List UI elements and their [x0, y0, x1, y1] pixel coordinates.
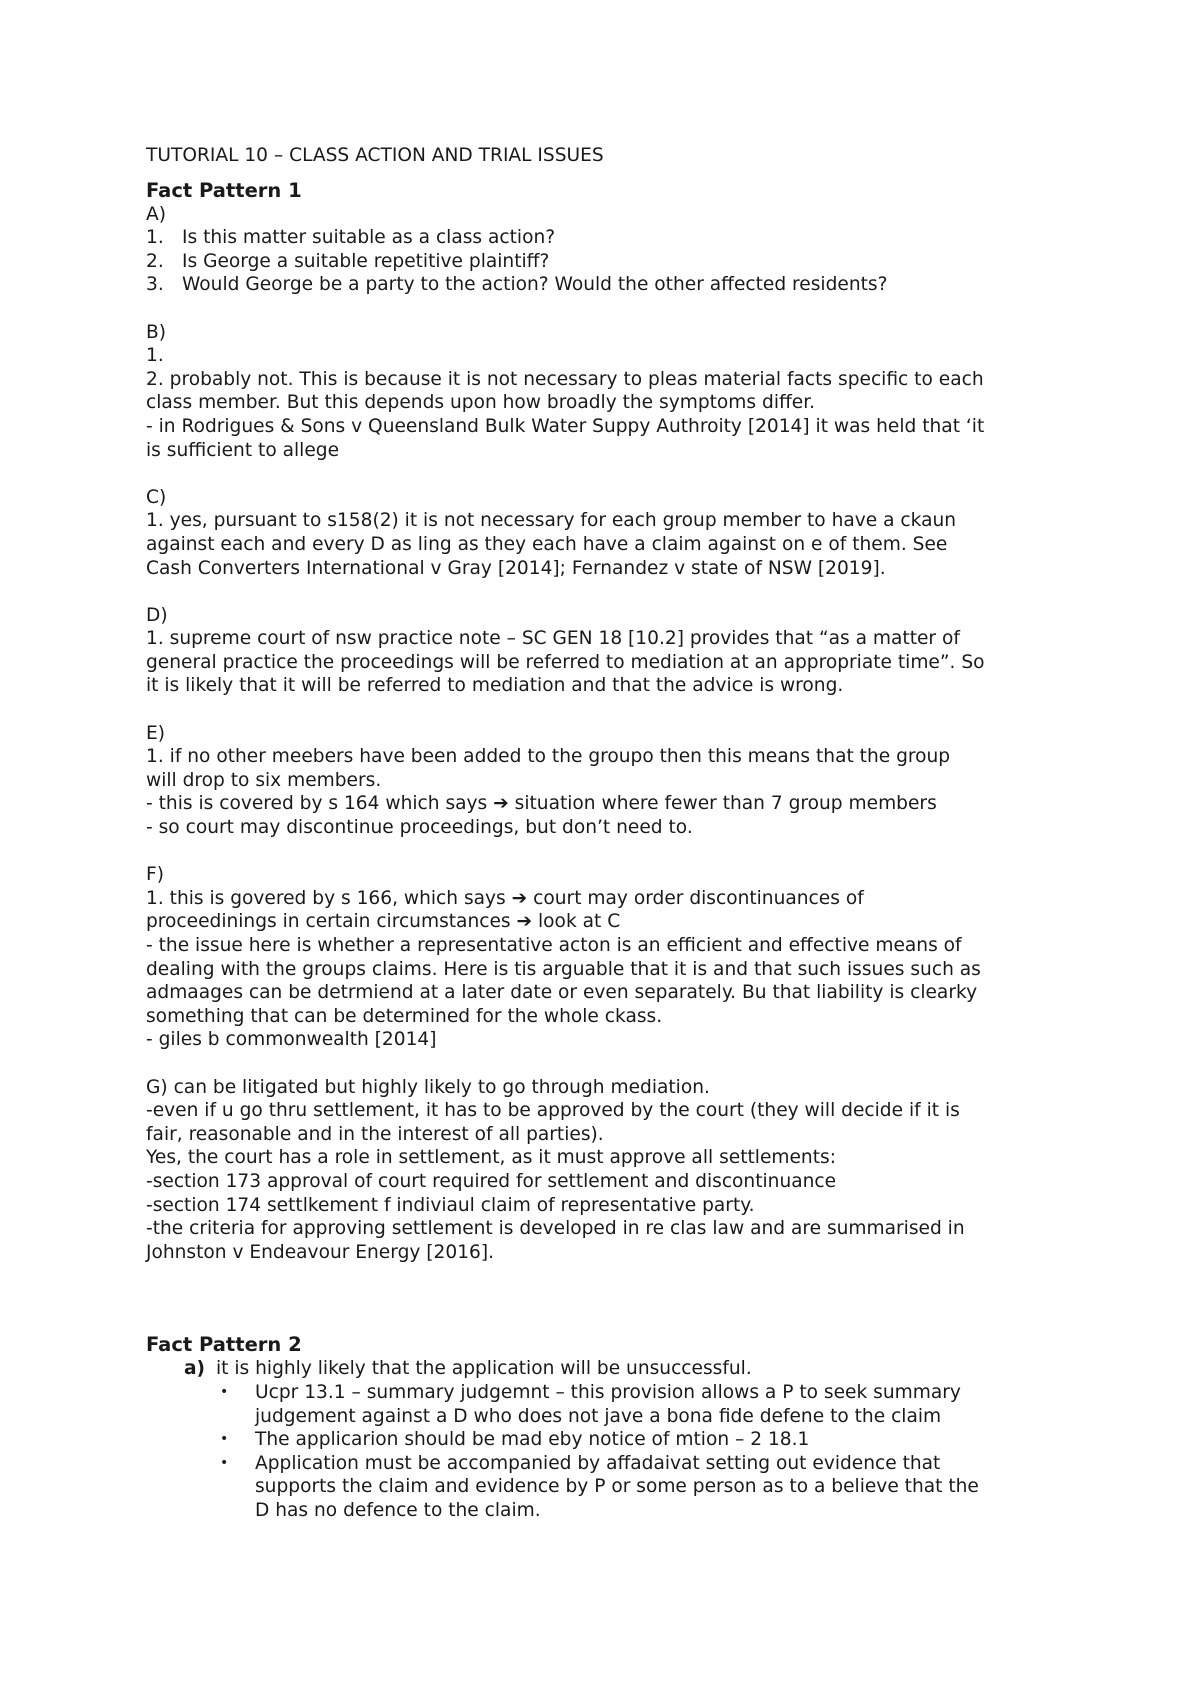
section-g-line: -section 174 settlkement f indiviaul claim of representative party.	[146, 1194, 755, 1216]
section-c-line: against each and every D as ling as they each have a claim against on e of them. See	[146, 533, 948, 555]
bullet-text-continuation: judgement against a D who does not jave a bona fide defene to the claim	[255, 1405, 942, 1427]
section-g-line: Johnston v Endeavour Energy [2016].	[146, 1241, 495, 1263]
section-b-line: class member. But this depends upon how broadly the symptoms differ.	[146, 392, 816, 414]
section-b-line: 1.	[146, 345, 164, 367]
bullet-text-continuation: supports the claim and evidence by P or some person as to a believe that the	[255, 1476, 979, 1498]
section-f-text: 1. this is govered by s 166, which says	[146, 887, 506, 909]
arrow-right-icon: ➔	[516, 911, 533, 933]
section-g-line: -section 173 approval of court required for settlement and discontinuance	[146, 1170, 837, 1192]
section-g-line: Yes, the court has a role in settlement, as it must approve all settlements:	[146, 1147, 836, 1169]
fact-pattern-2-heading: Fact Pattern 2	[146, 1333, 302, 1357]
section-b-line: 2. probably not. This is because it is not necessary to pleas material facts specific to each	[146, 368, 984, 390]
document-page	[146, 144, 1086, 1522]
bullet-icon: •	[220, 1431, 229, 1448]
bullet-item	[146, 1452, 1086, 1476]
section-e-label: E)	[146, 722, 166, 744]
arrow-right-icon: ➔	[493, 793, 509, 815]
arrow-right-icon: ➔	[511, 887, 528, 909]
section-g-line: fair, reasonable and in the interest of all parties).	[146, 1123, 604, 1145]
section-e-line: - so court may discontinue proceedings, but don’t need to.	[146, 817, 693, 839]
bullet-text-continuation: D has no defence to the claim.	[255, 1499, 541, 1521]
subsection-a-text: it is highly likely that the application will be unsuccessful.	[216, 1358, 752, 1380]
section-f-line	[146, 887, 1086, 911]
bullet-text: The applicarion should be mad eby notice of mtion – 2 18.1	[255, 1429, 810, 1451]
subsection-a	[146, 1357, 1086, 1381]
question-number: 3.	[146, 274, 164, 296]
section-f-line	[146, 910, 1086, 934]
section-d-line: it is likely that it will be referred to mediation and that the advice is wrong.	[146, 675, 844, 697]
bullet-icon: •	[220, 1383, 229, 1400]
section-b-label: B)	[146, 321, 167, 343]
section-b-line: - in Rodrigues & Sons v Queensland Bulk Water Suppy Authroity [2014] it was held that ‘it	[146, 415, 985, 437]
section-e-line: will drop to six members.	[146, 769, 382, 791]
section-f-label: F)	[146, 864, 164, 886]
section-e-text: situation where fewer than 7 group members	[508, 793, 937, 815]
section-e-line	[146, 792, 1086, 816]
section-d-label: D)	[146, 604, 168, 626]
section-f-line: dealing with the groups claims. Here is tis arguable that it is and that such issues such as	[146, 958, 981, 980]
section-e-line: 1. if no other meebers have been added to the groupo then this means that the group	[146, 746, 951, 768]
section-b-line: is sufficient to allege	[146, 439, 340, 461]
section-d-line: general practice the proceedings will be referred to mediation at an appropriate time”. So	[146, 651, 985, 673]
section-g-line: G) can be litigated but highly likely to go through mediation.	[146, 1076, 710, 1098]
section-g-line: -even if u go thru settlement, it has to be approved by the court (they will decide if it is	[146, 1100, 960, 1122]
section-a-label: A)	[146, 203, 166, 225]
section-d-line: 1. supreme court of nsw practice note – SC GEN 18 [10.2] provides that “as a matter of	[146, 628, 960, 650]
bullet-text: Ucpr 13.1 – summary judgemnt – this provision allows a P to seek summary	[255, 1381, 961, 1403]
question-item	[146, 273, 1086, 297]
question-text: Is this matter suitable as a class action?	[182, 227, 556, 249]
question-text: Is George a suitable repetitive plaintiff?	[182, 250, 550, 272]
section-f-line: - giles b commonwealth [2014]	[146, 1029, 437, 1051]
bullet-item	[146, 1381, 1086, 1405]
fact-pattern-1-heading: Fact Pattern 1	[146, 178, 302, 202]
question-item	[146, 226, 1086, 250]
section-c-line: Cash Converters International v Gray [2014]; Fernandez v state of NSW [2019].	[146, 557, 886, 579]
section-c-line: 1. yes, pursuant to s158(2) it is not necessary for each group member to have a ckaun	[146, 510, 957, 532]
section-f-line: admaages can be detrmiend at a later date or even separately. Bu that liability is clearky	[146, 982, 978, 1004]
question-text: Would George be a party to the action? Would the other affected residents?	[182, 274, 888, 296]
document-title: TUTORIAL 10 – CLASS ACTION AND TRIAL ISSUES	[146, 145, 604, 166]
section-g-line: -the criteria for approving settlement is developed in re clas law and are summarised in	[146, 1218, 965, 1240]
section-f-text: court may order discontinuances of	[527, 887, 864, 909]
section-f-text: look at C	[532, 911, 621, 933]
section-c-label: C)	[146, 486, 167, 508]
section-f-line: something that can be determined for the whole ckass.	[146, 1005, 663, 1027]
subsection-a-label: a)	[184, 1358, 206, 1380]
bullet-item	[146, 1428, 1086, 1452]
question-number: 2.	[146, 250, 164, 272]
question-item	[146, 250, 1086, 274]
section-e-text: - this is covered by s 164 which says	[146, 793, 488, 815]
section-f-text: proceedinings in certain circumstances	[146, 911, 511, 933]
question-number: 1.	[146, 227, 164, 249]
section-f-line: - the issue here is whether a representative acton is an efficient and effective means of	[146, 935, 962, 956]
bullet-text: Application must be accompanied by affadaivat setting out evidence that	[255, 1452, 941, 1474]
bullet-icon: •	[220, 1454, 229, 1471]
